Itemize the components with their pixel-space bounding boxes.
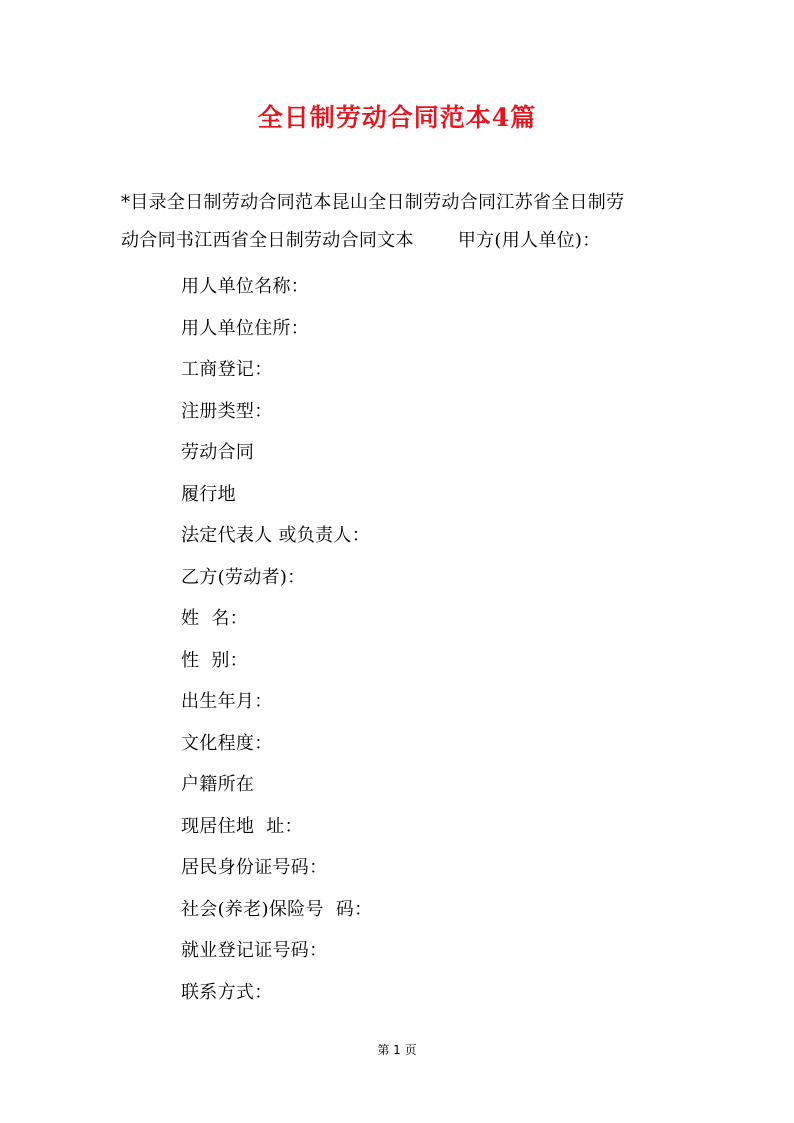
field-id-number: 居民身份证号码： [181,857,328,878]
field-current-address: 现居住地 址： [181,815,303,837]
field-place-of-performance: 履行地 [181,483,236,505]
field-education: 文化程度： [181,732,273,754]
field-labor-contract: 劳动合同 [181,442,255,463]
intro-line-1: *目录全日制劳动合同范本昆山全日制劳动合同江苏省全日制劳 [121,192,625,213]
table-of-contents-paragraph [121,184,681,260]
intro-line-2 [121,222,681,260]
field-household-registration: 户籍所在 [181,774,255,795]
field-date-of-birth: 出生年月： [181,691,273,712]
field-name: 姓 名： [181,608,248,629]
party-a-heading: 甲方(用人单位)： [457,230,601,251]
intro-line-2-contents: 动合同书江西省全日制劳动合同文本 [121,230,414,251]
page-number: 第 1 页 [377,1043,417,1057]
field-employer-address: 用人单位住所： [181,317,310,339]
field-gender: 性 别： [181,649,248,671]
field-contact-info: 联系方式： [181,981,273,1003]
field-employer-name: 用人单位名称： [181,276,310,297]
contract-field-list [181,266,681,1013]
field-business-registration: 工商登记： [181,359,273,380]
field-employment-registration-number: 就业登记证号码： [181,940,328,961]
field-registration-type: 注册类型： [181,400,273,422]
field-social-insurance-number: 社会(养老)保险号 码： [181,898,373,920]
field-legal-representative: 法定代表人 或负责人： [181,525,371,546]
party-b-heading: 乙方(劳动者)： [181,566,306,588]
document-title: 全日制劳动合同范本4篇 [257,103,537,132]
